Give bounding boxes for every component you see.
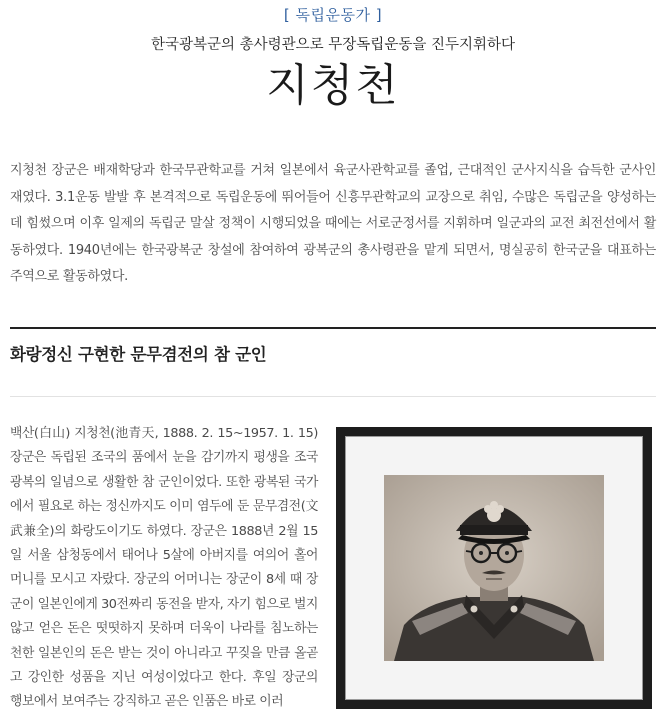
portrait-frame <box>336 427 652 709</box>
portrait-mat <box>345 436 643 700</box>
biography-paragraph: 백산(白山) 지청천(池青天, 1888. 2. 15~1957. 1. 15)장군은 독립된 조국의 품에서 눈을 감기까지 평생을 조국광복의 일념으로 생활한 참 군인이었다. 또한 광복된 국가에서 필요로 하는 정신까지도 이미 염두에 둔 문무겸전(文武兼全)의 화랑도이기도 하였다. 장군은 1888년 2월 15일 서울 삼청동에서 태어나 5살에 아버지를 여의어 홀어머니를 모시고 자랐다. 장군의 어머니는 장군이 8세 때 장군이 일본인에게 30전짜리 동전을 받자, 자기 힘으로 벌지 않고 얻은 돈은 떳떳하지 못하며 더욱이 나라를 침노하는 천한 일본인의 돈은 받는 것이 아니라고 꾸짖을 만큼 올곧고 강인한 성품을 지닌 여성이었다고 한다. 후일 장군의 행보에서 보여주는 강직하고 곧은 인품은 바로 이러 <box>10 426 318 710</box>
section-bottom-divider <box>10 396 656 397</box>
page-title: 지청천 <box>266 60 400 111</box>
category-label: [ 독립운동가 ] <box>283 6 383 24</box>
portrait-photo <box>384 475 604 661</box>
section-heading: 화랑정신 구현한 문무겸전의 참 군인 <box>10 345 267 364</box>
intro-paragraph: 지청천 장군은 배재학당과 한국무관학교를 거쳐 일본에서 육군사관학교를 졸업, 근대적인 군사지식을 습득한 군사인재였다. 3.1운동 발발 후 본격적으로 독립운동에 뛰어들어 신흥무관학교의 교장으로 취임, 수많은 독립군을 양성하는 데 힘썼으며 이후 일제의 독립군 말살 정책이 시행되었을 때에는 서로군정서를 지휘하며 일군과의 교전 최전선에서 활동하였다. 1940년에는 한국광복군 창설에 참여하여 광복군의 총사령관을 맡게 되면서, 명실공히 한국군을 대표하는 주역으로 활동하였다. <box>10 163 656 284</box>
section-top-divider <box>10 327 656 329</box>
article-subtitle: 한국광복군의 총사령관으로 무장독립운동을 진두지휘하다 <box>150 37 515 53</box>
